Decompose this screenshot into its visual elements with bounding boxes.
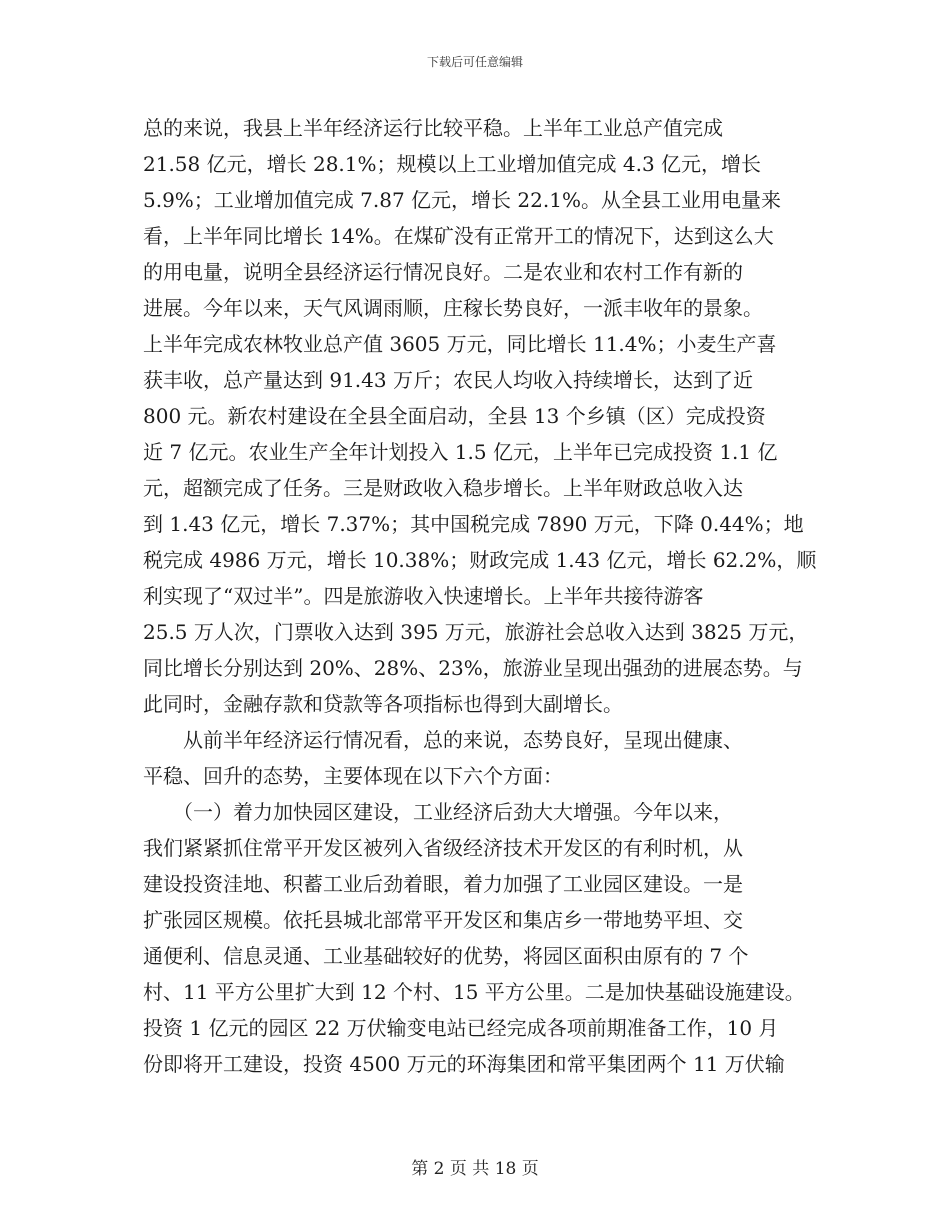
- body-line: 元，超额完成了任务。三是财政收入稳步增长。上半年财政总收入达: [143, 476, 743, 500]
- body-line: 800 元。新农村建设在全县全面启动，全县 13 个乡镇（区）完成投资: [143, 404, 766, 428]
- body-line: 利实现了“双过半”。四是旅游收入快速增长。上半年共接待游客: [143, 584, 704, 608]
- body-line: 建设投资洼地、积蓄工业后劲着眼，着力加强了工业园区建设。一是: [143, 872, 743, 896]
- body-line: 21.58 亿元，增长 28.1%；规模以上工业增加值完成 4.3 亿元，增长: [143, 152, 762, 176]
- body-line: （一）着力加快园区建设，工业经济后劲大大增强。今年以来，: [143, 800, 733, 824]
- body-line: 5.9%；工业增加值完成 7.87 亿元，增长 22.1%。从全县工业用电量来: [143, 188, 781, 212]
- body-line: 获丰收，总产量达到 91.43 万斤；农民人均收入持续增长，达到了近: [143, 368, 753, 392]
- body-line: 扩张园区规模。依托县城北部常平开发区和集店乡一带地势平坦、交: [143, 908, 743, 932]
- body-line: 近 7 亿元。农业生产全年计划投入 1.5 亿元，上半年已完成投资 1.1 亿: [143, 440, 778, 464]
- document-body: [143, 110, 833, 1082]
- body-line: 平稳、回升的态势，主要体现在以下六个方面：: [143, 764, 563, 788]
- body-line: 从前半年经济运行情况看，总的来说，态势良好，呈现出健康、: [143, 728, 743, 752]
- body-line: 进展。今年以来，天气风调雨顺，庄稼长势良好，一派丰收年的景象。: [143, 296, 763, 320]
- body-line: 同比增长分别达到 20%、28%、23%，旅游业呈现出强劲的进展态势。与: [143, 656, 803, 680]
- page-header: 下载后可任意编辑: [426, 55, 523, 69]
- body-line: 的用电量，说明全县经济运行情况良好。二是农业和农村工作有新的: [143, 260, 743, 284]
- body-line: 到 1.43 亿元，增长 7.37%；其中国税完成 7890 万元，下降 0.44%；地: [143, 512, 804, 536]
- body-line: 25.5 万人次，门票收入达到 395 万元，旅游社会总收入达到 3825 万元，: [143, 620, 809, 644]
- body-line: 我们紧紧抓住常平开发区被列入省级经济技术开发区的有利时机，从: [143, 836, 743, 860]
- body-line: 上半年完成农林牧业总产值 3605 万元，同比增长 11.4%；小麦生产喜: [143, 332, 777, 356]
- body-line: 此同时，金融存款和贷款等各项指标也得到大副增长。: [143, 692, 623, 716]
- body-line: 投资 1 亿元的园区 22 万伏输变电站已经完成各项前期准备工作，10 月: [143, 1016, 779, 1040]
- body-line: 通便利、信息灵通、工业基础较好的优势，将园区面积由原有的 7 个: [143, 944, 749, 968]
- page-footer: 第 2 页 共 18 页: [411, 1159, 539, 1179]
- body-line: 村、11 平方公里扩大到 12 个村、15 平方公里。二是加快基础设施建设。: [143, 980, 805, 1004]
- body-line: 总的来说，我县上半年经济运行比较平稳。上半年工业总产值完成: [143, 116, 723, 140]
- body-line: 份即将开工建设，投资 4500 万元的环海集团和常平集团两个 11 万伏输: [143, 1052, 785, 1076]
- body-line: 税完成 4986 万元，增长 10.38%；财政完成 1.43 亿元，增长 62.2%，顺: [143, 548, 817, 572]
- body-line: 看，上半年同比增长 14%。在煤矿没有正常开工的情况下，达到这么大: [143, 224, 774, 248]
